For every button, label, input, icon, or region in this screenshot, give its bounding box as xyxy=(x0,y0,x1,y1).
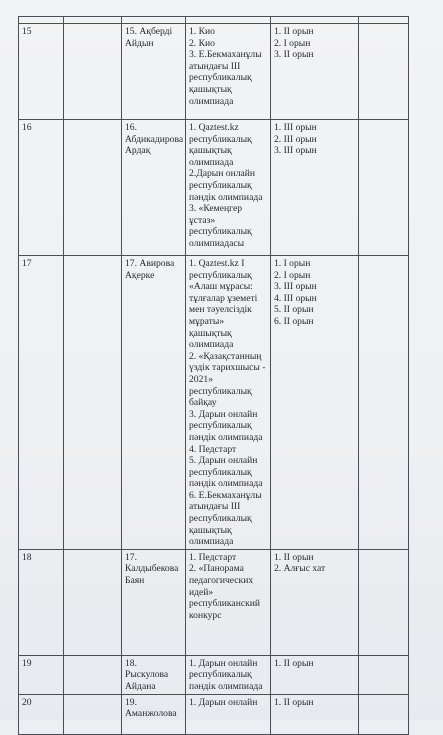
event-item: 1. Кио xyxy=(189,26,215,37)
places-cell xyxy=(271,694,359,734)
events-cell xyxy=(186,120,271,256)
row-number: 18 xyxy=(19,549,64,655)
table-header-strip xyxy=(19,17,409,24)
place-item: 5. ІІ орын xyxy=(274,304,314,316)
event-item: 2.Дарын онлайн республикалық пәндік олимпиада xyxy=(189,168,263,203)
event-item: 4. Педстарт xyxy=(189,443,237,455)
place-item: 2. Алғыс хат xyxy=(274,563,326,575)
student-name: 17. Авирова Ақерке xyxy=(122,256,186,550)
student-name: 19. Аманжолова xyxy=(122,694,186,734)
empty-cell xyxy=(359,694,409,734)
place-item: 1. ІІІ орын xyxy=(274,122,317,133)
place-item: 4. ІІІ орын xyxy=(274,292,317,304)
table-row xyxy=(19,549,409,655)
row-number: 20 xyxy=(19,694,64,734)
event-item: 2. Кио xyxy=(189,37,215,49)
student-name: 16. Абдикадирова Ардақ xyxy=(122,120,186,256)
events-cell xyxy=(186,549,271,655)
place-item: 1. ІІ орын xyxy=(274,551,314,563)
empty-cell xyxy=(64,655,122,694)
student-name: 15. Ақберді Айдын xyxy=(122,24,186,120)
places-cell xyxy=(271,120,359,256)
event-item: 1. Дарын онлайн республикалық пәндік олимпиада xyxy=(189,657,263,693)
event-item: 1. Qaztest.kz І республикалық «Алаш мұрасы: тұлғалар ұземеті мен тәуелсіздік мұраты» қашықтық олимпиада xyxy=(189,258,258,351)
place-item: 2. І орын xyxy=(274,37,311,49)
event-item: 1. Дарын онлайн xyxy=(189,696,258,708)
place-item: 3. ІІ орын xyxy=(274,49,314,61)
place-item: 3. ІІІ орын xyxy=(274,281,317,293)
events-cell xyxy=(186,256,271,550)
place-item: 1. І орын xyxy=(274,258,311,269)
event-item: 2. «Қазақстанның үздік тарихшысы - 2021» республикалық байқау xyxy=(189,350,266,409)
events-cell xyxy=(186,24,271,120)
place-item: 2. ІІІ орын xyxy=(274,133,317,145)
places-cell xyxy=(271,256,359,550)
row-number: 19 xyxy=(19,655,64,694)
empty-cell xyxy=(64,549,122,655)
empty-cell xyxy=(64,24,122,120)
place-item: 3. ІІІ орын xyxy=(274,145,317,157)
empty-cell xyxy=(64,694,122,734)
places-cell xyxy=(271,549,359,655)
empty-cell xyxy=(359,549,409,655)
student-name: 17. Калдыбекова Баян xyxy=(122,549,186,655)
place-item: 1. ІІ орын xyxy=(274,696,314,708)
empty-cell xyxy=(64,256,122,550)
row-number: 16 xyxy=(19,120,64,256)
table-row xyxy=(19,655,409,694)
table-row xyxy=(19,120,409,256)
place-item: 6. ІІ орын xyxy=(274,315,314,327)
events-cell xyxy=(186,694,271,734)
place-item: 1. ІІ орын xyxy=(274,26,314,37)
event-item: 3. Е.Бекмаханұлы атындағы ІІІ республикалық қашықтық олимпиада xyxy=(189,49,262,107)
places-cell xyxy=(271,24,359,120)
table-row xyxy=(19,694,409,734)
places-cell xyxy=(271,655,359,694)
table-row xyxy=(19,24,409,120)
place-item: 2. І орын xyxy=(274,269,311,281)
event-item: 6. Е.Бекмаханұлы атындағы ІІІ республикалық қашықтық олимпиада xyxy=(189,489,262,548)
empty-cell xyxy=(359,24,409,120)
row-number: 15 xyxy=(19,24,64,120)
student-name: 18. Рыскулова Айдана xyxy=(122,655,186,694)
empty-cell xyxy=(359,256,409,550)
events-cell xyxy=(186,655,271,694)
empty-cell xyxy=(359,655,409,694)
event-item: 2. «Панорама педагогических идей» республиканский конкурс xyxy=(189,563,261,621)
event-item: 5. Дарын онлайн республикалық пәндік олимпиада xyxy=(189,455,263,490)
row-number: 17 xyxy=(19,256,64,550)
results-table xyxy=(18,16,409,735)
event-item: 1. Педстарт xyxy=(189,551,237,563)
empty-cell xyxy=(359,120,409,256)
empty-cell xyxy=(64,120,122,256)
table-row xyxy=(19,256,409,550)
event-item: 1. Qaztest.kz республикалық қашықтық олимпиада xyxy=(189,122,252,168)
event-item: 3. Дарын онлайн республикалық пәндік олимпиада xyxy=(189,408,263,443)
place-item: 1. ІІ орын xyxy=(274,657,314,669)
event-item: 3. «Кемеңгер ұстаз» республикалық олимпиадасы xyxy=(189,203,252,249)
